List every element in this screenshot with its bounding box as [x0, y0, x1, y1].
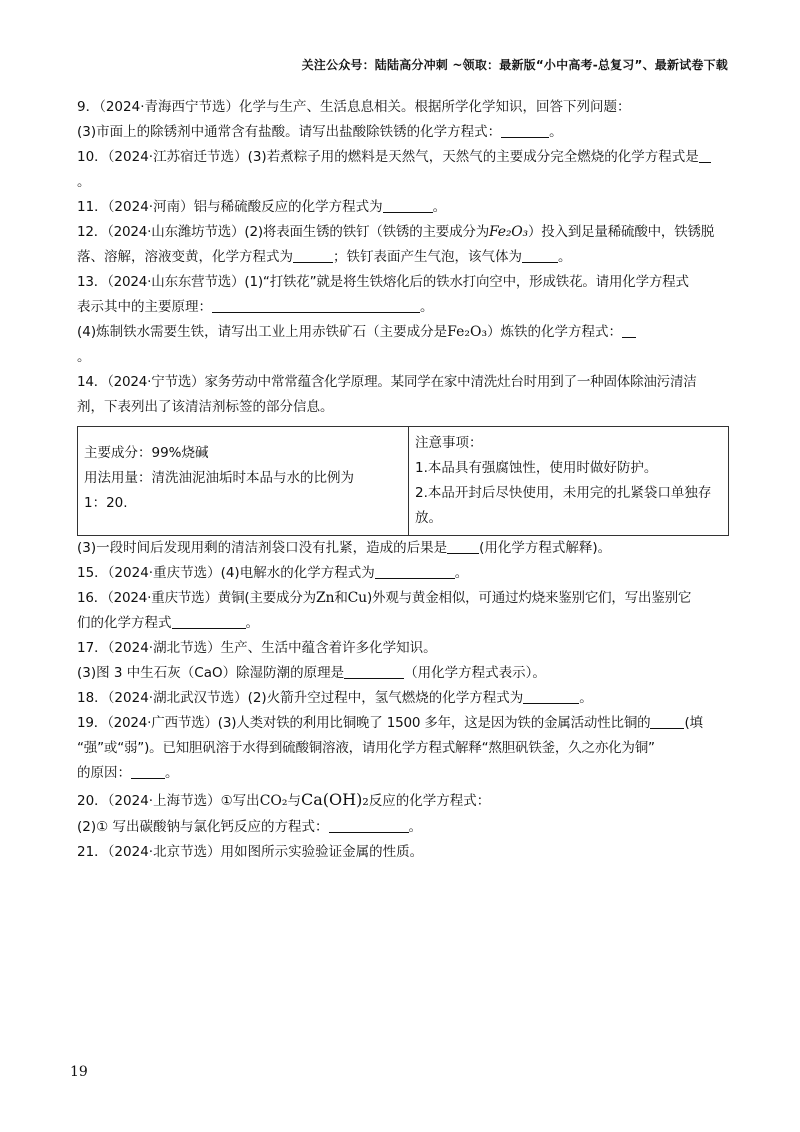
q13-line-2 [77, 295, 729, 320]
label-notice-1: 1.本品具有强腐蚀性，使用时做好防护。 [415, 460, 658, 476]
answer-blank[interactable] [293, 248, 333, 263]
q19-line-2: “强”或“弱”)。已知胆矾溶于水得到硫酸铜溶液，请用化学方程式解释“熬胆矾铁釜，久之亦化为铜” [77, 740, 655, 756]
q13-text-c: (4)炼制铁水需要生铁，请写出工业上用赤铁矿石（主要成分是 [77, 324, 448, 340]
q20-text-d: (2)① 写出碳酸钠与氯化钙反应的方程式： [77, 819, 329, 835]
label-notice-2: 2.本品开封后尽快使用，未用完的扎紧袋口单独存 [415, 485, 712, 501]
q17-text-c: （用化学方程式表示）。 [404, 665, 546, 681]
answer-blank[interactable] [523, 689, 579, 704]
q13-line-3 [77, 320, 729, 345]
period: 。 [558, 249, 572, 265]
q18-line [77, 686, 729, 711]
answer-blank[interactable] [329, 818, 409, 833]
answer-blank[interactable] [522, 248, 558, 263]
answer-blank[interactable] [699, 148, 711, 163]
q19-text-b: (填 [684, 715, 703, 731]
q20-text-a: 20．（2024·上海节选）①写出 [77, 793, 260, 809]
answer-blank[interactable] [383, 198, 433, 213]
period: 。 [420, 299, 434, 315]
question-list [77, 95, 729, 865]
label-ratio: 1：20. [84, 495, 128, 511]
q14-text-d: (用化学方程式解释)。 [479, 540, 612, 556]
q14-text-c: (3)一段时间后发现用剩的清洁剂袋口没有扎紧，造成的后果是 [77, 540, 448, 556]
formula-fe2o3: Fe₂O₃ [447, 324, 488, 340]
q12-line-2 [77, 245, 729, 270]
q12-text-b: ）投入到足量稀硫酸中，铁锈脱 [527, 224, 715, 240]
formula-zn: Zn [315, 590, 335, 606]
table-row [78, 427, 729, 536]
q13-text-b: 表示其中的主要原理： [77, 299, 212, 315]
q16-text-a: 16．（2024·重庆节选）黄铜(主要成分为 [77, 590, 316, 606]
q17-line-2 [77, 661, 729, 686]
formula-fe2o3: Fe₂O₃ [489, 224, 528, 240]
q12-line-1 [77, 220, 729, 245]
q21-line: 21．（2024·北京节选）用如图所示实验验证金属的性质。 [77, 844, 424, 860]
period: 。 [432, 199, 447, 215]
q16-line-1 [77, 586, 729, 611]
q17-text-b: (3)图 3 中生石灰（CaO）除湿防潮的原理是 [77, 665, 345, 681]
q16-line-2 [77, 611, 729, 636]
label-notice-title: 注意事项： [415, 435, 483, 451]
period: 。 [408, 819, 423, 835]
cleaner-label-table [77, 426, 729, 536]
page-header: 关注公众号：陆陆高分冲刺 ~领取：最新版“小中高考-总复习”、最新试卷下载 [301, 58, 728, 72]
q16-text-c: )外观与黄金相似，可通过灼烧来鉴别它们，写出鉴别它 [366, 590, 692, 606]
label-right-cell [409, 427, 729, 536]
q13-line-1: 13．（2024·山东东营节选）(1)“打铁花”就是将生铁熔化后的铁水打向空中，形成铁花。请用化学方程式 [77, 274, 689, 290]
q12-text-d: ；铁钉表面产生气泡，该气体为 [333, 249, 522, 265]
label-left-cell [78, 427, 409, 536]
q12-text-c: 落、溶解，溶液变黄，化学方程式为 [77, 249, 293, 265]
period: 。 [549, 124, 563, 140]
period: 。 [245, 615, 259, 631]
q17-line-1: 17．（2024·湖北节选）生产、生活中蕴含着许多化学知识。 [77, 640, 437, 656]
answer-blank[interactable] [172, 614, 246, 629]
answer-blank[interactable] [447, 539, 479, 554]
formula-co2: CO₂ [259, 793, 288, 809]
answer-blank[interactable] [622, 323, 636, 338]
label-notice-2-cont: 放。 [415, 510, 442, 526]
q9-text: (3)市面上的除锈剂中通常含有盐酸。请写出盐酸除铁锈的化学方程式： [77, 124, 502, 140]
label-usage: 用法用量：清洗油泥油垢时本品与水的比例为 [84, 470, 354, 486]
q11-line [77, 195, 729, 220]
q13-text-d: ）炼铁的化学方程式： [487, 324, 623, 340]
q11-text: 11．（2024·河南）铝与稀硫酸反应的化学方程式为 [77, 199, 383, 215]
q10-text: 10．（2024·江苏宿迁节选）(3)若煮粽子用的燃料是天然气，天然气的主要成分完全燃烧的化学方程式是 [77, 149, 699, 165]
q10-period-line: 。 [77, 174, 91, 190]
period: 。 [454, 565, 469, 581]
q20-line-1 [77, 786, 729, 815]
answer-blank[interactable] [344, 664, 404, 679]
answer-blank[interactable] [131, 764, 165, 779]
answer-blank[interactable] [650, 714, 684, 729]
q20-line-2 [77, 815, 729, 840]
label-ingredient: 主要成分：99%烧碱 [84, 445, 209, 461]
q19-text-c: 的原因： [77, 765, 131, 781]
q9-line-1: 9．（2024·青海西宁节选）化学与生产、生活息息相关。根据所学化学知识，回答下列问题： [77, 99, 631, 115]
period: 。 [165, 765, 179, 781]
q19-text-a: 19．（2024·广西节选）(3)人类对铁的利用比铜晚了 1500 多年，这是因为铁的金属活动性比铜的 [77, 715, 651, 731]
page-number: 19 [70, 1064, 88, 1080]
q9-line-2 [77, 120, 729, 145]
q20-text-b: 与 [287, 793, 301, 809]
answer-blank[interactable] [501, 123, 549, 138]
answer-blank[interactable] [212, 298, 420, 313]
q14-line-1: 14．（2024·宁节选）家务劳动中常常蕴含化学原理。某同学在家中清洗灶台时用到了一种固体除油污清洁 [77, 374, 697, 390]
q15-text: 15．（2024·重庆节选）(4)电解水的化学方程式为 [77, 565, 375, 581]
q14-line-2: 剂，下表列出了该清洁剂标签的部分信息。 [77, 399, 334, 415]
answer-blank[interactable] [375, 564, 455, 579]
q16-text-b: 和 [334, 590, 348, 606]
q14-line-3 [77, 536, 729, 561]
period: 。 [579, 690, 593, 706]
q10-line [77, 145, 729, 170]
q20-text-c: 反应的化学方程式： [368, 793, 491, 809]
q19-line-3 [77, 761, 729, 786]
formula-caoh2: Ca(OH)₂ [301, 790, 369, 809]
formula-cu: Cu [347, 590, 367, 606]
q12-text-a: 12．（2024·山东潍坊节选）(2)将表面生锈的铁钉（铁锈的主要成分为 [77, 224, 489, 240]
q15-line [77, 561, 729, 586]
q19-line-1 [77, 711, 729, 736]
q13-period-line: 。 [77, 349, 91, 365]
q18-text: 18．（2024·湖北武汉节选）(2)火箭升空过程中，氢气燃烧的化学方程式为 [77, 690, 524, 706]
q16-text-d: 们的化学方程式 [77, 615, 172, 631]
